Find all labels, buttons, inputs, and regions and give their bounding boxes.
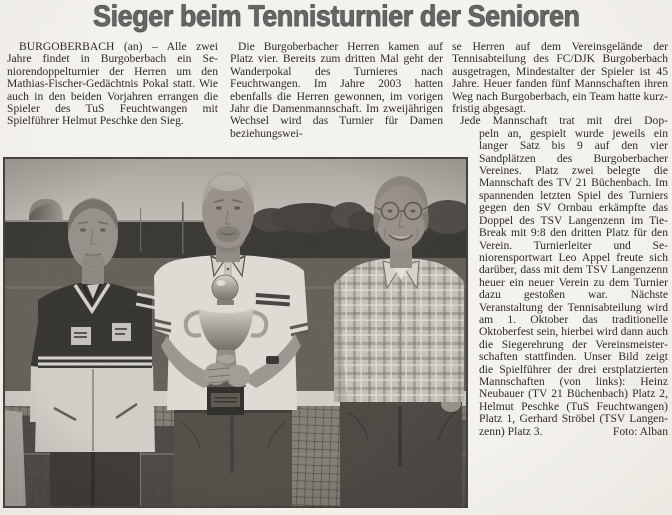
- photo-grain: [4, 158, 467, 507]
- column-2: Die Burgoberbacher Herren kamen auf Platz vier. Bereits zum dritten Mal geht der Wanderpokal des Turnieres nach Feuchtwangen. Im Jahre 2003 hatten ebenfalls die Herren gewonnen, im vorigen Jahr die Damenmannschaft. Im zweijährigen Wechsel wird das Turnier für Damen beziehungswei-: [230, 40, 443, 140]
- column-3-last-text: zenn) Platz 3.: [479, 424, 543, 438]
- article-headline: [0, 1, 672, 32]
- column-1: BURGOBERBACH (an) – Alle zwei Jahre findet in Burgoberbach ein Seniorendoppelturnier der Herren um den Mathias-Fischer-Gedächtnis Pokal statt. Wie auch in den beiden Vorjahren errangen die Spieler des TuS Feuchtwangen mit Spielführer Helmut Peschke den Sieg.: [7, 40, 218, 128]
- article-photo: [4, 158, 467, 507]
- column-3-paragraph-2-lead: Jede Mannschaft trat mit drei Dop-: [460, 114, 668, 128]
- column-3-last-line: [479, 426, 668, 438]
- column-3-paragraph-2-wrapped: peln an, gespielt wurde jeweils ein langer Satz bis 9 auf den vier Sandplätzen des Burgoberbacher Vereines. Platz zwei belegte die Mannschaft des TV 21 Büchenbach. Im spannenden letzten Spiel des Turniers gegen den SV Ornbau erkämpfte das Doppel des TSV Langenzenn im Tie-Break mit 9:8 den dritten Platz für den Verein. Turnierleiter und Seniorensportwart Leo Appel freute sich darüber, dass mit dem TSV Langenzenn heuer ein neuer Verein zu dem Turnier dazu gestoßen war. Nächste Veranstaltung der Tennisabteilung wird am 1. Oktober das traditionelle Oktoberfest sein, hierbei wird dann auch die Siegerehrung der Vereinsmeisterschaften stattfinden. Unser Bild zeigt die Spielführer der drei erstplatzierten Mannschaften (von links): Heinz Neubauer (TV 21 Büchenbach) Platz 2, Helmut Peschke (TuS Feuchtwangen) Platz 1, Gerhard Ströbel (TSV Langen-: [479, 126, 668, 426]
- photo-illustration: [4, 158, 467, 507]
- column-3: [452, 41, 668, 438]
- column-3-paragraph-1: se Herren auf dem Vereinsgelände der Tennisabteilung des FC/DJK Burgoberbach ausgetragen, Mindestalter der Spieler ist 45 Jahre. Heuer fanden fünf Mannschaften ihren Weg nach Burgoberbach, ein Team hatte kurzfristig abgesagt.: [452, 40, 668, 116]
- photo-credit: Foto: Alban: [612, 424, 668, 438]
- article-headline-text: Sieger beim Tennisturnier der Senioren: [92, 0, 580, 33]
